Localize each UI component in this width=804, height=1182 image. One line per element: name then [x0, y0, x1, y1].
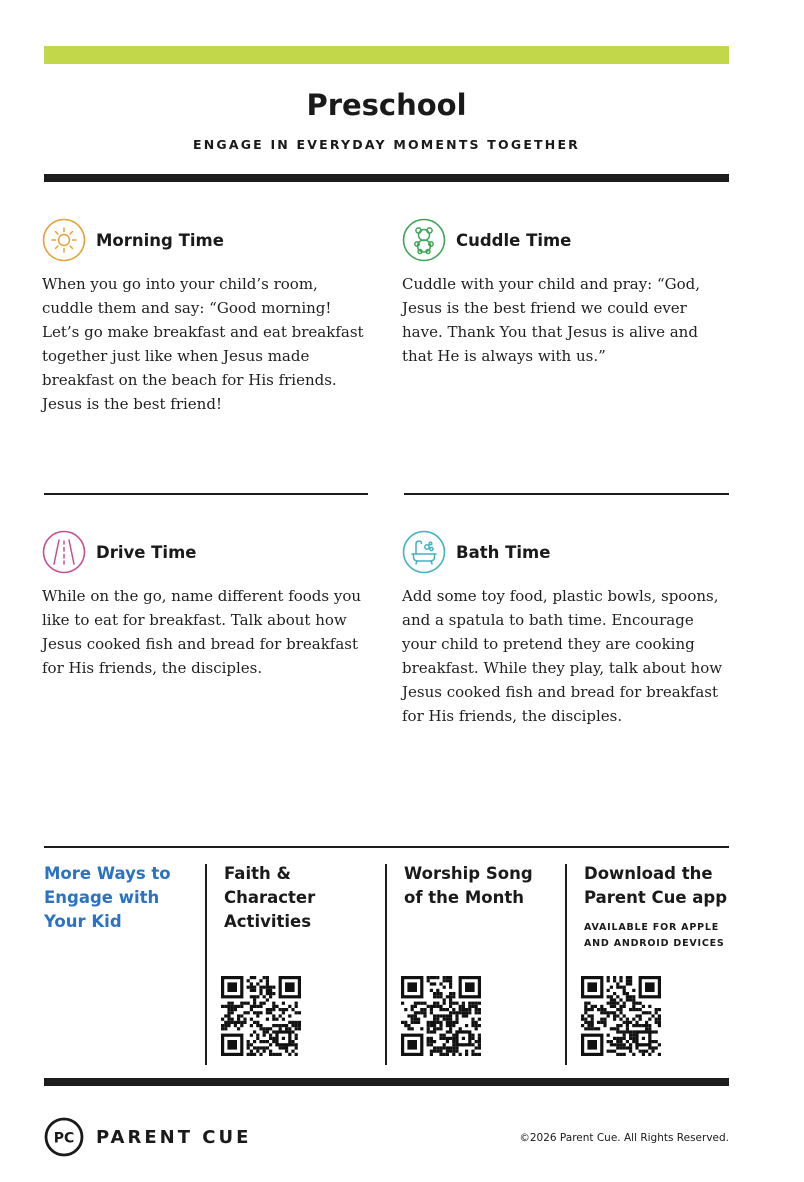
qr-code-parent-cue-app[interactable]: [581, 976, 661, 1056]
page-subtitle: ENGAGE IN EVERYDAY MOMENTS TOGETHER: [192, 137, 581, 152]
section-title: Morning Time: [96, 230, 224, 250]
section-body: While on the go, name different foods you like to eat for breakfast. Talk about how Jesus cooked fish and bread for breakfast for His friends, the disciples.: [42, 587, 362, 677]
road-icon: [42, 530, 86, 574]
column-divider: [205, 864, 207, 1065]
section-title: Cuddle Time: [456, 230, 572, 250]
qr-code-faith-activities[interactable]: [221, 976, 301, 1056]
column-title: Worship Song of the Month: [404, 864, 533, 907]
section-body: When you go into your child’s room, cuddle them and say: “Good morning! Let’s go make breakfast and eat breakfast together just like when Jesus made breakfast on the beach for His friends. Jesus is the best friend!: [42, 275, 364, 413]
column-divider: [565, 864, 567, 1065]
header-divider: [44, 174, 729, 182]
resources-panel: [44, 846, 729, 1064]
section-body: Cuddle with your child and pray: “God, Jesus is the best friend we could ever have. Thank You that Jesus is alive and that He is always with us.”: [402, 275, 701, 365]
copyright-notice: ©2026 Parent Cue. All Rights Reserved.: [519, 1132, 729, 1144]
section-morning-time: [42, 218, 372, 416]
sun-icon: [42, 218, 86, 262]
teddy-bear-icon: [402, 218, 446, 262]
section-bath-time: [402, 530, 732, 728]
worship-song-column: [404, 862, 554, 910]
page-title: Preschool: [306, 88, 467, 122]
column-divider: [385, 864, 387, 1065]
svg-text:PC: PC: [53, 1130, 75, 1147]
more-ways-column: [44, 862, 194, 934]
download-app-column: [584, 862, 734, 952]
section-title: Drive Time: [96, 542, 197, 562]
section-divider: [404, 493, 729, 495]
column-title: Download the Parent Cue app: [584, 864, 728, 907]
section-divider: [44, 493, 368, 495]
section-body: Add some toy food, plastic bowls, spoons, and a spatula to bath time. Encourage your child to pretend they are cooking breakfast. While they play, talk about how Jesus cooked fish and bread for breakfast for His friends, the disciples.: [402, 587, 723, 725]
parent-cue-logo-icon: [44, 1117, 84, 1157]
parent-cue-logo: [44, 1117, 251, 1157]
section-title: Bath Time: [456, 542, 551, 562]
column-title: Faith & Character Activities: [224, 864, 316, 931]
section-drive-time: [42, 530, 372, 680]
brand-name: PARENT CUE: [96, 1126, 252, 1148]
section-cuddle-time: [402, 218, 732, 368]
app-availability-note: AVAILABLE FOR APPLE AND ANDROID DEVICES: [584, 922, 725, 949]
more-ways-heading: More Ways to Engage with Your Kid: [44, 864, 171, 931]
qr-code-worship-song[interactable]: [401, 976, 481, 1056]
accent-bar: [44, 46, 729, 64]
faith-activities-column: [224, 862, 374, 934]
footer-divider: [44, 1078, 729, 1086]
bathtub-icon: [402, 530, 446, 574]
